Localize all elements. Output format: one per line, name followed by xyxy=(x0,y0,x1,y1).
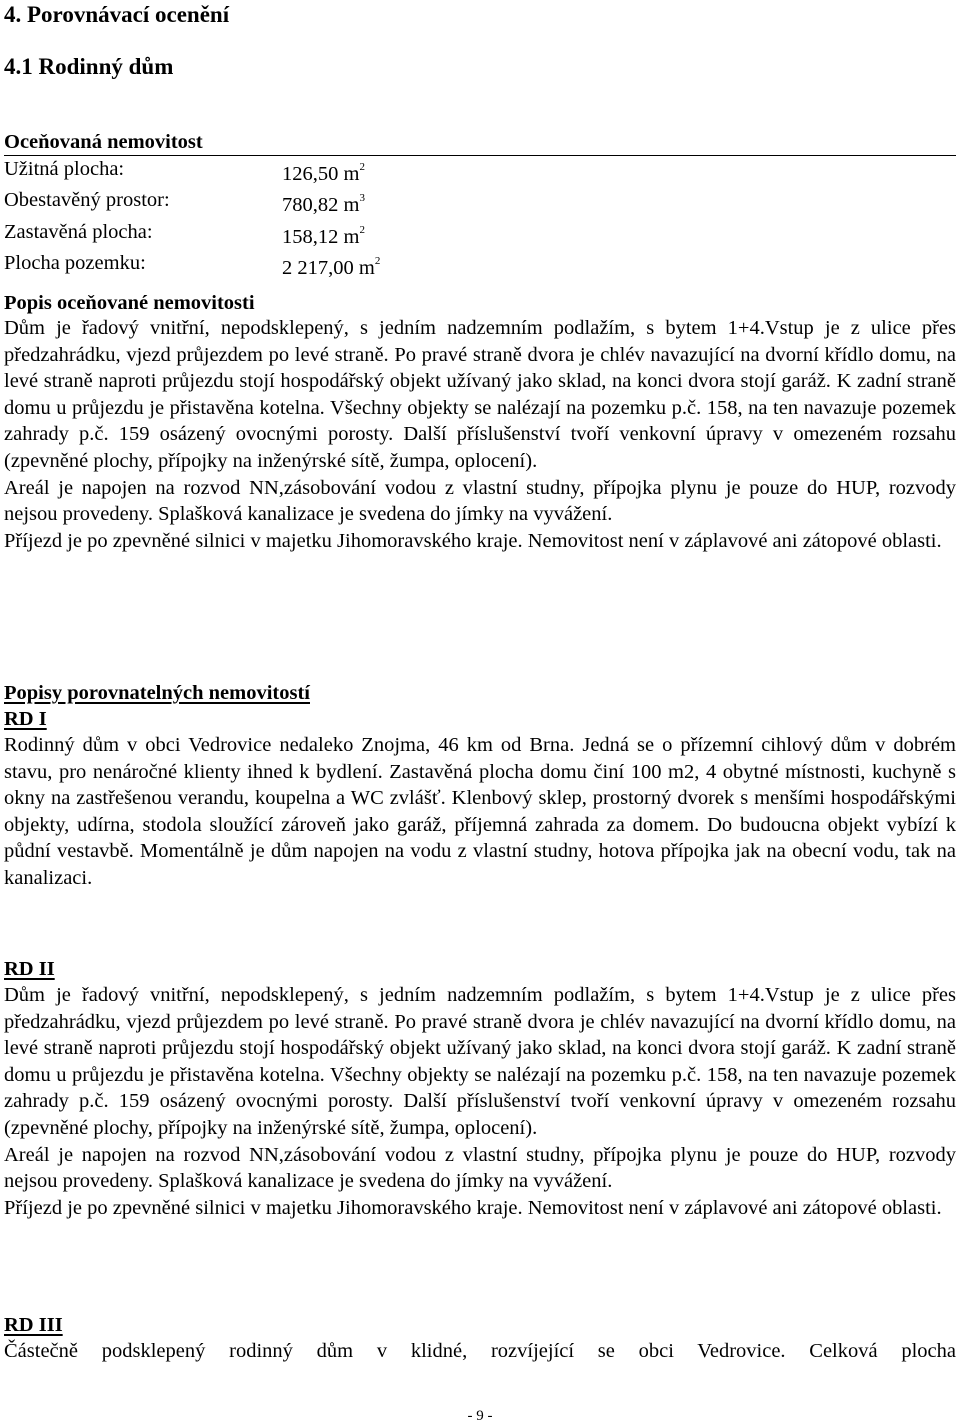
rd3-label: RD III xyxy=(4,1314,63,1336)
comparables-title: Popisy porovnatelných nemovitostí xyxy=(4,682,310,704)
description-paragraph: Dům je řadový vnitřní, nepodsklepený, s jedním nadzemním podlažím, s bytem 1+4.Vstup je z ulice přes předzahrádku, vjezd průjezdem po levé straně. Po pravé straně dvora je chlév navazující na dvorní křídlo domu, na levé straně naproti průjezdu stojí hospodářský objekt užívaný jako sklad, na konci dvora stojí garáž. K zadní straně domu u průjezdu je přistavěna kotelna. Všechny objekty se nalézají na pozemku p.č. 158, na ten navazuje pozemek zahrady p.č. 159 osázený ovocnými porosty. Další příslušenství tvoří venkovní úpravy v omezeném rozsahu (zpevněné plochy, přípojky na inženýrské sítě, žumpa, oplocení). xyxy=(4,317,956,472)
rd2-section xyxy=(4,956,956,1221)
fact-value: 2 217,00 $m^2$ xyxy=(282,254,381,279)
subject-property-section xyxy=(4,130,956,281)
fact-value: 126,50 $m^2$ xyxy=(282,161,365,185)
fact-label: Užitná plocha: xyxy=(4,158,125,180)
page-number: - 9 - xyxy=(467,1408,493,1424)
section-heading: 4.1 Rodinný dům xyxy=(4,54,174,79)
fact-row xyxy=(4,219,956,250)
rd3-section xyxy=(4,1312,956,1365)
fact-row xyxy=(4,156,956,187)
property-description-section xyxy=(4,291,956,554)
access-paragraph: Příjezd je po zpevněné silnici v majetku Jihomoravského kraje. Nemovitost není v záplavové ani zátopové oblasti. xyxy=(4,529,942,552)
fact-value: 158,12 $m^2$ xyxy=(282,223,365,248)
chapter-heading: 4. Porovnávací ocenění xyxy=(4,2,230,27)
rd2-paragraph: Dům je řadový vnitřní, nepodsklepený, s jedním nadzemním podlažím, s bytem 1+4.Vstup je z ulice přes předzahrádku, vjezd průjezdem po levé straně. Po pravé straně dvora je chlév navazující na dvorní křídlo domu, na levé straně naproti průjezdu stojí hospodářský objekt užívaný jako sklad, na konci dvora stojí garáž. K zadní straně domu u průjezdu je přistavěna kotelna. Všechny objekty se nalézají na pozemku p.č. 158, na ten navazuje pozemek zahrady p.č. 159 osázený ovocnými porosty. Další příslušenství tvoří venkovní úpravy v omezeném rozsahu (zpevněné plochy, přípojky na inženýrské sítě, žumpa, oplocení). xyxy=(4,984,956,1139)
fact-label: Obestavěný prostor: xyxy=(4,189,170,212)
fact-label: Plocha pozemku: xyxy=(4,251,146,274)
rd1-label: RD I xyxy=(4,708,47,730)
rd1-paragraph: Rodinný dům v obci Vedrovice nedaleko Znojma, 46 km od Brna. Jedná se o přízemní cihlový dům v dobrém stavu, pro nenáročné klienty ihned k bydlení. Zastavěná plocha domu činí 100 m2, 4 obytné místnosti, kuchyně s okny na zastřešenou verandu, koupelna a WC zvlášť. Klenbový sklep, prostorný dvorek s menšími hospodářskými objekty, udírna, stodola sloužící zároveň jako garáž, příjemná zahrada za domem. Do budoucna objekt vybízí k půdní vestavbě. Momentálně je dům napojen na vodu z vlastní studny, hotova přípojka jak na obecní vodu, tak na kanalizaci. xyxy=(4,734,956,889)
rd2-utilities-paragraph: Areál je napojen na rozvod NN,zásobování vodou z vlastní studny, přípojka plynu je pouze do HUP, rozvody nejsou provedeny. Splašková kanalizace je svedena do jímky na vyvážení. xyxy=(4,1143,956,1193)
rd2-label: RD II xyxy=(4,958,55,980)
fact-value: 780,82 $m^3$ xyxy=(282,192,365,217)
fact-label: Zastavěná plocha: xyxy=(4,220,153,243)
comparables-section xyxy=(4,680,956,892)
utilities-paragraph: Areál je napojen na rozvod NN,zásobování vodou z vlastní studny, přípojka plynu je pouze do HUP, rozvody nejsou provedeny. Splašková kanalizace je svedena do jímky na vyvážení. xyxy=(4,476,956,526)
fact-row xyxy=(4,187,956,218)
subject-title: Oceňovaná nemovitost xyxy=(4,130,956,156)
fact-row xyxy=(4,250,956,281)
rd2-access-paragraph: Příjezd je po zpevněné silnici v majetku Jihomoravského kraje. Nemovitost není v záplavové ani zátopové oblasti. xyxy=(4,1196,942,1219)
description-title: Popis oceňované nemovitosti xyxy=(4,292,255,314)
facts-list xyxy=(4,156,956,281)
rd3-paragraph: Částečně podsklepený rodinný dům v klidné, rozvíjející se obci Vedrovice. Celková plocha xyxy=(4,1340,956,1362)
